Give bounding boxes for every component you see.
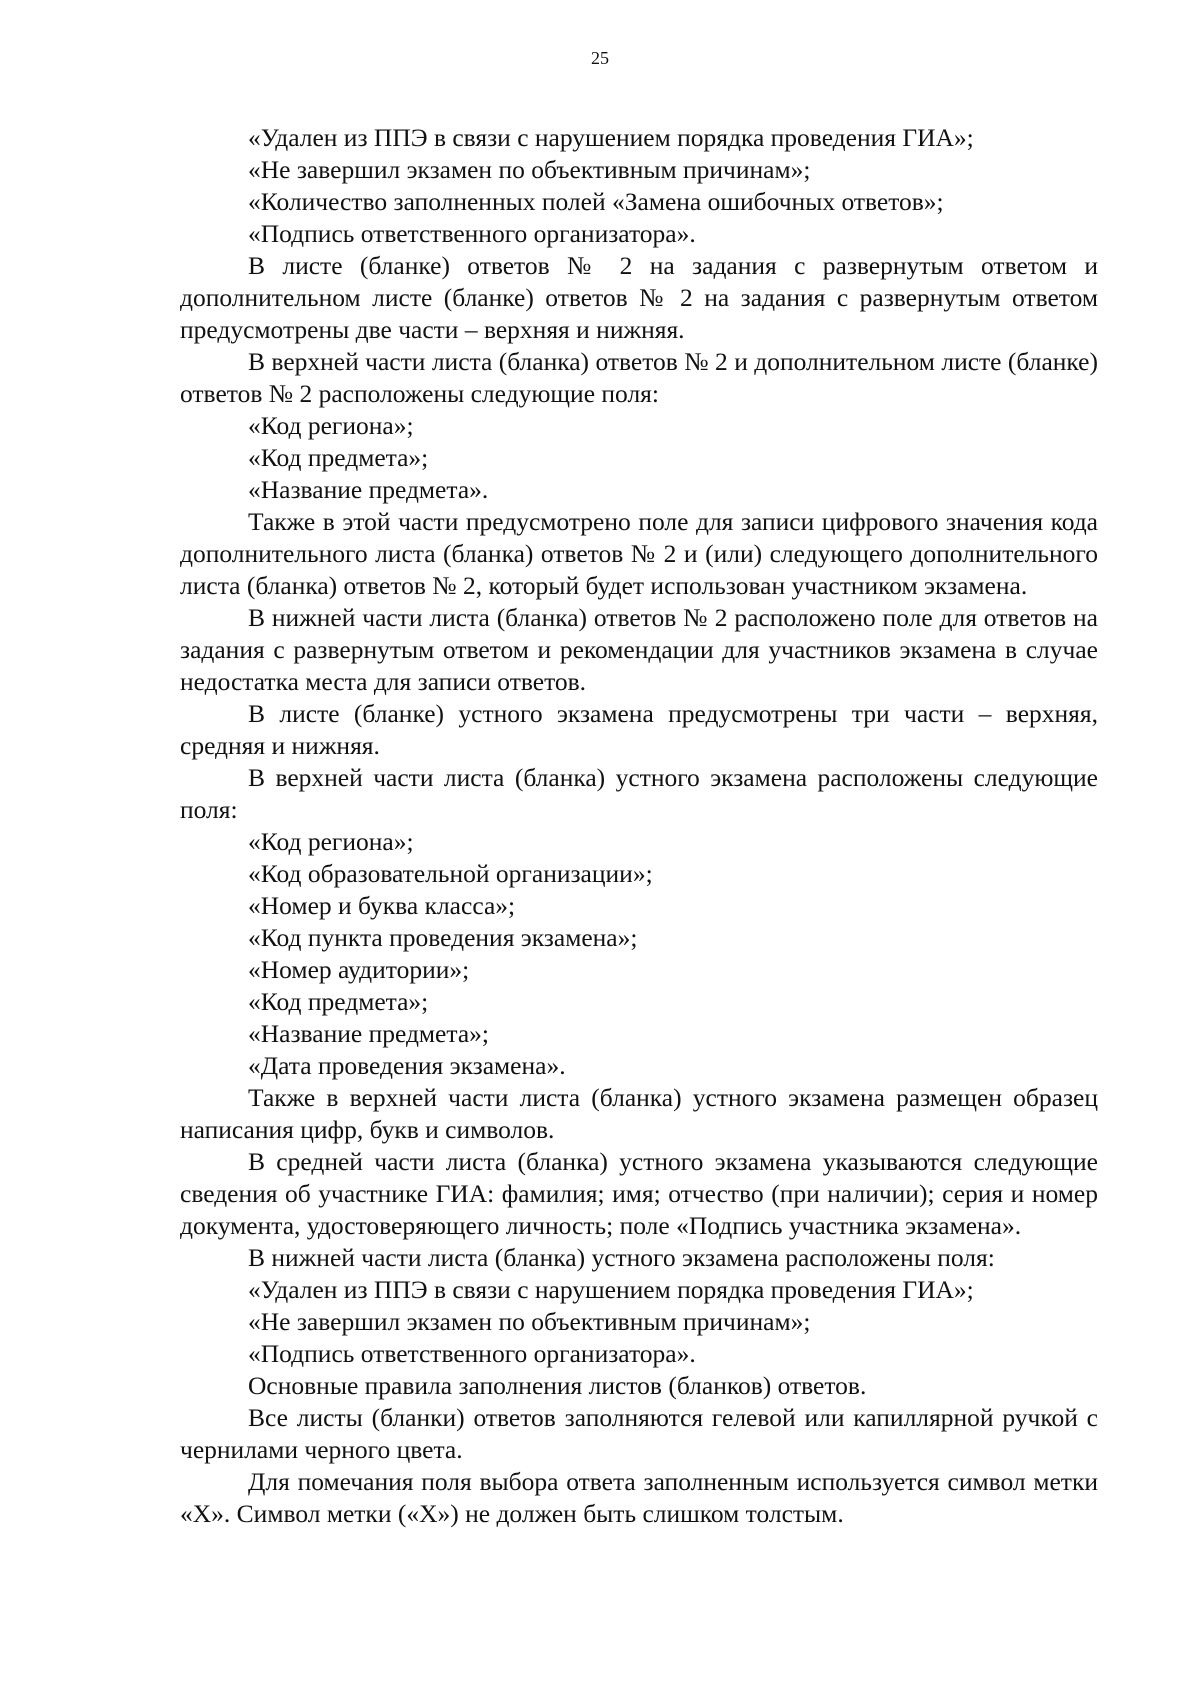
paragraph: «Не завершил экзамен по объективным причинам»; xyxy=(248,155,811,184)
paragraph: «Код пункта проведения экзамена»; xyxy=(248,923,638,952)
paragraph: «Код региона»; xyxy=(248,827,414,856)
paragraph: «Код образовательной организации»; xyxy=(248,859,653,888)
paragraph: «Не завершил экзамен по объективным причинам»; xyxy=(248,1307,811,1336)
paragraph: «Код предмета»; xyxy=(248,987,429,1016)
paragraph: «Номер аудитории»; xyxy=(248,955,470,984)
paragraph: «Код предмета»; xyxy=(248,443,429,472)
paragraph: «Номер и буква класса»; xyxy=(248,891,516,920)
paragraph: «Подпись ответственного организатора». xyxy=(248,219,696,248)
paragraph: В нижней части листа (бланка) ответов № 2 расположено поле для ответов на задания с развернутым ответом и рекомендации для участников экзамена в случае недостатка места для записи ответов. xyxy=(180,603,1098,696)
paragraph: Основные правила заполнения листов (бланков) ответов. xyxy=(248,1371,867,1400)
paragraph: «Удален из ППЭ в связи с нарушением порядка проведения ГИА»; xyxy=(248,1275,974,1304)
page-number: 25 xyxy=(591,48,609,68)
paragraph: В средней части листа (бланка) устного экзамена указываются следующие сведения об участнике ГИА: фамилия; имя; отчество (при наличии); серия и номер документа, удостоверяющего личность; поле «Подпись участника экзамена». xyxy=(180,1147,1098,1240)
paragraph: «Количество заполненных полей «Замена ошибочных ответов»; xyxy=(248,187,944,216)
paragraph: «Дата проведения экзамена». xyxy=(248,1051,566,1080)
paragraph: Все листы (бланки) ответов заполняются гелевой или капиллярной ручкой с чернилами черного цвета. xyxy=(180,1403,1098,1464)
paragraph: «Удален из ППЭ в связи с нарушением порядка проведения ГИА»; xyxy=(248,123,974,152)
paragraph: В нижней части листа (бланка) устного экзамена расположены поля: xyxy=(248,1243,995,1272)
paragraph: Также в этой части предусмотрено поле для записи цифрового значения кода дополнительного листа (бланка) ответов № 2 и (или) следующего дополнительного листа (бланка) ответов № 2, который будет использован участником экзамена. xyxy=(180,507,1098,600)
paragraph: «Подпись ответственного организатора». xyxy=(248,1339,696,1368)
paragraph: Также в верхней части листа (бланка) устного экзамена размещен образец написания цифр, букв и символов. xyxy=(180,1083,1098,1144)
paragraph: Для помечания поля выбора ответа заполненным используется символ метки «X». Символ метки («X») не должен быть слишком толстым. xyxy=(180,1467,1098,1528)
paragraph: «Название предмета». xyxy=(248,475,489,504)
paragraph: В листе (бланке) ответов № 2 на задания с развернутым ответом и дополнительном листе (бланке) ответов № 2 на задания с развернутым ответом предусмотрены две части – верхняя и нижняя. xyxy=(180,251,1098,344)
document-body xyxy=(180,122,1098,1530)
paragraph: «Код региона»; xyxy=(248,411,414,440)
paragraph: В листе (бланке) устного экзамена предусмотрены три части – верхняя, средняя и нижняя. xyxy=(180,699,1098,760)
paragraph: «Название предмета»; xyxy=(248,1019,489,1048)
paragraph: В верхней части листа (бланка) ответов № 2 и дополнительном листе (бланке) ответов № 2 расположены следующие поля: xyxy=(180,347,1098,408)
paragraph: В верхней части листа (бланка) устного экзамена расположены следующие поля: xyxy=(180,763,1098,824)
